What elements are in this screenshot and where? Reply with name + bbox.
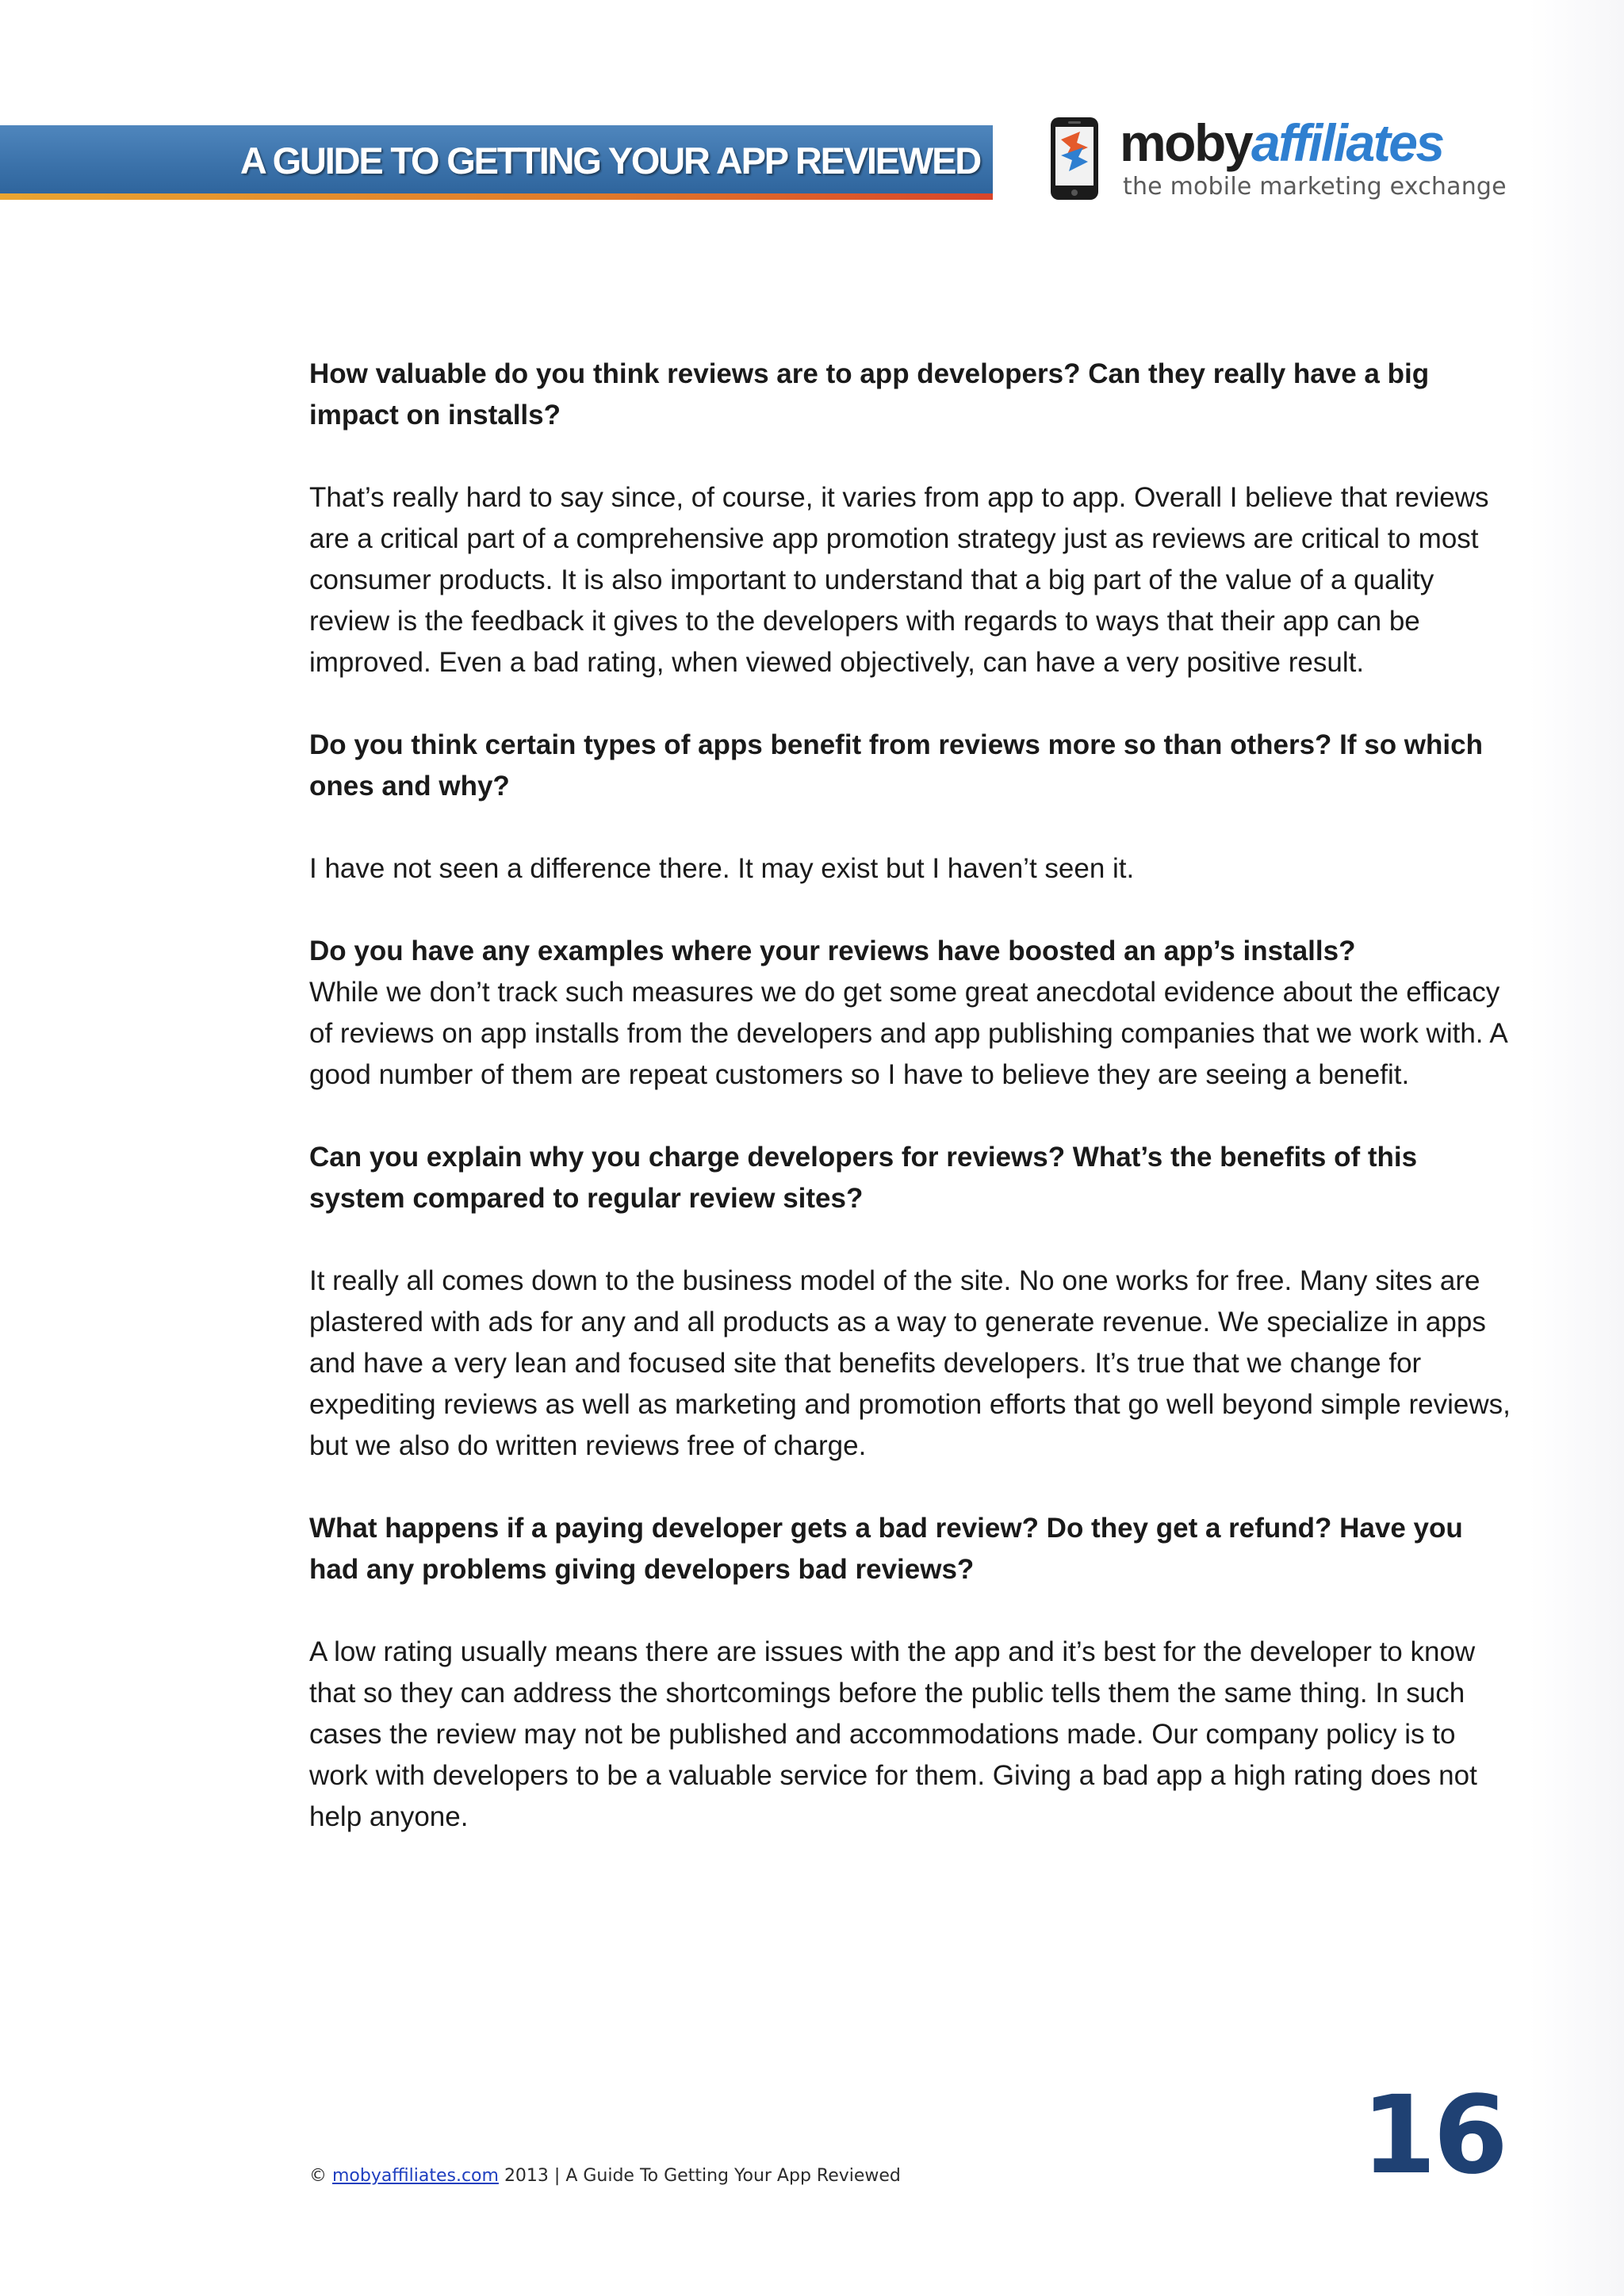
header-banner	[0, 125, 993, 193]
logo-brand-moby: moby	[1120, 113, 1252, 172]
answer-2: I have not seen a difference there. It may exist but I haven’t seen it.	[309, 853, 1135, 884]
phone-logo-icon	[1048, 116, 1101, 201]
footer-site-link[interactable]: mobyaffiliates.com	[332, 2166, 499, 2186]
page-footer	[309, 2166, 901, 2186]
answer-5: A low rating usually means there are issues with the app and it’s best for the developer to know that so they can address the shortcomings before the public tells them the same thing. In such cases the review may not be published and accommodations made. Our company policy is to work with developers to be a valuable service for them. Giving a bad app a high rating does not help anyone.	[309, 1636, 1477, 1832]
interview-content	[309, 354, 1515, 1838]
banner-accent-stripe	[0, 193, 993, 200]
logo-brand-affiliates: affiliates	[1251, 113, 1443, 172]
banner-title: A GUIDE TO GETTING YOUR APP REVIEWED	[239, 140, 980, 182]
page-edge-shade	[1529, 0, 1624, 2296]
question-3: Do you have any examples where your reviews have boosted an app’s installs?	[309, 936, 1356, 966]
question-2: Do you think certain types of apps benefit from reviews more so than others? If so which ones and why?	[309, 729, 1483, 802]
page-number: 16	[1361, 2073, 1505, 2198]
logo-tagline: the mobile marketing exchange	[1123, 173, 1507, 201]
mobyaffiliates-logo	[1048, 113, 1507, 208]
logo-wordmark	[1120, 113, 1443, 173]
copyright-symbol: ©	[309, 2166, 327, 2186]
answer-1: That’s really hard to say since, of course, it varies from app to app. Overall I believe that reviews are a critical part of a comprehensive app promotion strategy just as reviews are critical to most consumer products. It is also important to understand that a big part of the value of a quality review is the feedback it gives to the developers with regards to ways that their app can be improved. Even a bad rating, when viewed objectively, can have a very positive result.	[309, 482, 1489, 678]
answer-4: It really all comes down to the business model of the site. No one works for free. Many sites are plastered with ads for any and all products as a way to generate revenue. We specialize in apps and have a very lean and focused site that benefits developers. It’s true that we change for expediting reviews as well as marketing and promotion efforts that go well beyond simple reviews, but we also do written reviews free of charge.	[309, 1265, 1511, 1461]
question-1: How valuable do you think reviews are to app developers? Can they really have a big impact on installs?	[309, 358, 1430, 430]
question-4: Can you explain why you charge developers for reviews? What’s the benefits of this system compared to regular review sites?	[309, 1142, 1418, 1214]
question-5: What happens if a paying developer gets a bad review? Do they get a refund? Have you had any problems giving developers bad reviews?	[309, 1513, 1463, 1585]
answer-3: While we don’t track such measures we do get some great anecdotal evidence about the efficacy of reviews on app installs from the developers and app publishing companies that we work with. A good number of them are repeat customers so I have to believe they are seeing a benefit.	[309, 977, 1507, 1090]
footer-caption: 2013 | A Guide To Getting Your App Reviewed	[504, 2166, 901, 2186]
